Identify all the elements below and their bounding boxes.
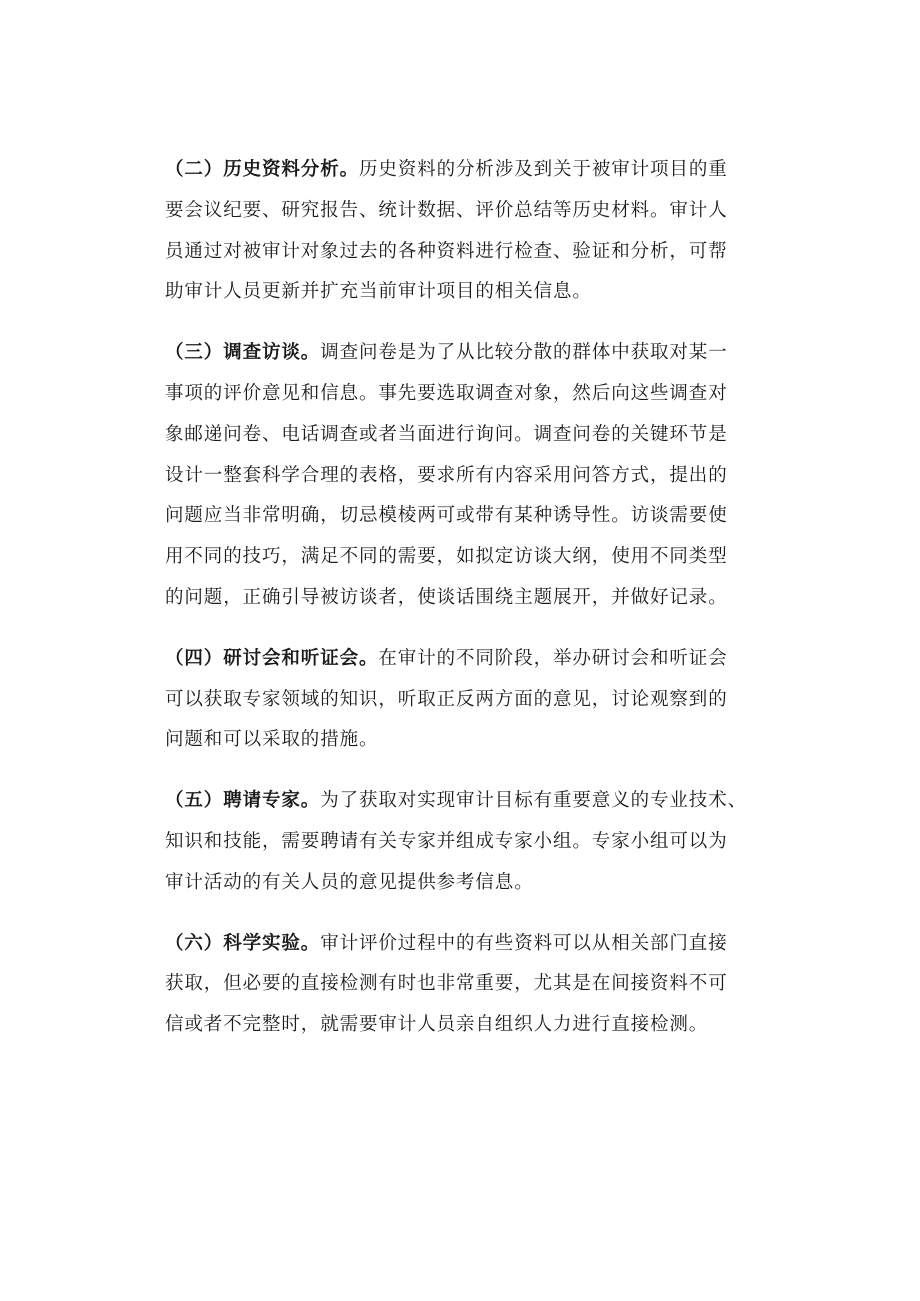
paragraph-text: 在审计的不同阶段，举办研讨会和听证会: [378, 647, 728, 669]
paragraph-line: [165, 924, 757, 965]
paragraph-line: 的问题，正确引导被访谈者，使谈话围绕主题展开，并做好记录。: [165, 586, 728, 608]
paragraph-line: 要会议纪要、研究报告、统计数据、评价总结等历史材料。审计人: [165, 199, 728, 221]
paragraph-heading: （二）历史资料分析。: [165, 159, 360, 180]
paragraph-historical-data-analysis: [165, 150, 757, 313]
paragraph-line: 事项的评价意见和信息。事先要选取调查对象，然后向这些调查对: [165, 382, 728, 404]
paragraph-line: 问题应当非常明确，切忌模棱两可或带有某种诱导性。访谈需要使: [165, 505, 728, 527]
paragraph-line: 信或者不完整时，就需要审计人员亲自组织人力进行直接检测。: [165, 1014, 709, 1036]
paragraph-line: 可以获取专家领域的知识，听取正反两方面的意见，讨论观察到的: [165, 688, 728, 710]
paragraph-line: [165, 639, 757, 680]
document-body: [165, 150, 757, 1066]
paragraph-line: 问题和可以采取的措施。: [165, 729, 379, 751]
paragraph-scientific-experiment: [165, 924, 757, 1046]
paragraph-text: 审计评价过程中的有些资料可以从相关部门直接: [320, 932, 728, 954]
paragraph-line: 助审计人员更新并扩充当前审计项目的相关信息。: [165, 281, 592, 303]
paragraph-line: [165, 781, 757, 822]
paragraph-survey-interview: [165, 333, 757, 619]
paragraph-heading: （四）研讨会和听证会。: [165, 647, 379, 669]
paragraph-text: 历史资料的分析涉及到关于被审计项目的重: [359, 159, 728, 180]
paragraph-text: 为了获取对实现审计目标有重要意义的专业技术、: [320, 790, 748, 812]
paragraph-line: 员通过对被审计对象过去的各种资料进行检查、验证和分析，可帮: [165, 240, 728, 262]
paragraph-line: [165, 150, 757, 191]
paragraph-line: 象邮递问卷、电话调查或者当面进行询问。调查问卷的关键环节是: [165, 423, 728, 445]
paragraph-line: 获取，但必要的直接检测有时也非常重要，尤其是在间接资料不可: [165, 973, 728, 995]
paragraph-line: 审计活动的有关人员的意见提供参考信息。: [165, 871, 534, 893]
paragraph-line: 用不同的技巧，满足不同的需要，如拟定访谈大纲，使用不同类型: [165, 546, 728, 568]
paragraph-heading: （六）科学实验。: [165, 932, 321, 954]
paragraph-line: 设计一整套科学合理的表格，要求所有内容采用问答方式，提出的: [165, 464, 728, 486]
paragraph-heading: （五）聘请专家。: [165, 790, 321, 812]
paragraph-heading: （三）调查访谈。: [165, 342, 321, 364]
paragraph-hire-experts: [165, 781, 757, 903]
paragraph-seminar-hearing: [165, 639, 757, 761]
paragraph-line: 知识和技能，需要聘请有关专家并组成专家小组。专家小组可以为: [165, 830, 728, 852]
paragraph-line: [165, 333, 757, 374]
paragraph-text: 调查问卷是为了从比较分散的群体中获取对某一: [320, 342, 728, 364]
